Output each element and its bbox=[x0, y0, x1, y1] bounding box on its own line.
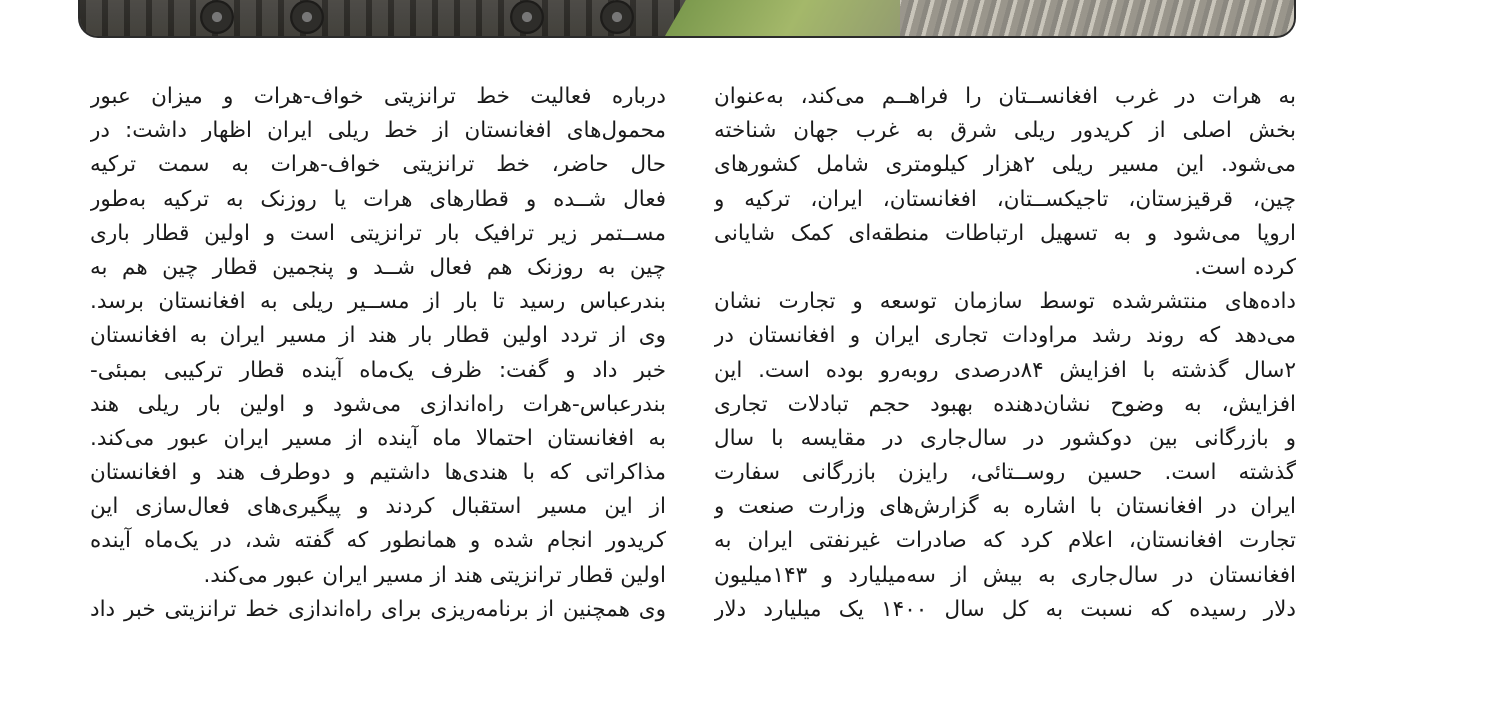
text-line: فعال شــده و قطارهای هرات یا روزنک به ترکیه به‌طور bbox=[90, 186, 666, 212]
middle-column-article bbox=[714, 80, 1296, 627]
text-line: وی از تردد اولین قطار بار هند از مسیر ایران به افغانستان bbox=[90, 323, 666, 349]
text-line: و بازرگانی بین دوکشور در سال‌جاری در مقایسه با سال bbox=[714, 425, 1296, 451]
text-line: می‌دهد که روند رشد مراودات تجاری ایران و افغانستان در bbox=[714, 323, 1296, 349]
train-wheel-icon bbox=[200, 0, 234, 34]
text-line: کریدور انجام شده و همانطور که گفته شد، در یک‌ماه آینده bbox=[90, 528, 666, 554]
text-line: تجارت افغانستان، اعلام کرد که صادرات غیرنفتی ایران به bbox=[714, 528, 1296, 554]
text-line: وی همچنین از برنامه‌ریزی برای راه‌اندازی خط ترانزیتی خبر داد bbox=[90, 596, 666, 622]
text-line: اولین قطار ترانزیتی هند از مسیر ایران عبور می‌کند. bbox=[203, 562, 666, 588]
text-line: گذشته است. حسین روســتائی، رایزن بازرگانی سفارت bbox=[714, 460, 1296, 486]
text-line: داده‌های منتشرشده توسط سازمان توسعه و تجارت نشان bbox=[714, 289, 1296, 315]
text-line: دلار رسیده که نسبت به کل سال ۱۴۰۰ یک میلیارد دلار bbox=[714, 596, 1296, 622]
left-column-article bbox=[90, 80, 666, 627]
header-photo-train-tracks bbox=[78, 0, 1296, 38]
text-line: ایران در افغانستان با اشاره به گزارش‌های وزارت صنعت و bbox=[714, 494, 1296, 520]
text-line: خبر داد و گفت: ظرف یک‌ماه آینده قطار ترکیبی بمبئی- bbox=[90, 357, 666, 383]
text-line: کرده است. bbox=[1194, 254, 1296, 280]
rail-tracks-image bbox=[900, 0, 1296, 36]
text-line: بخش اصلی از کریدور ریلی شرق به غرب جهان شناخته bbox=[714, 118, 1296, 144]
text-line: چین، قرقیزستان، تاجیکســتان، افغانستان، ایران، ترکیه و bbox=[714, 186, 1296, 212]
text-line: حال حاضر، خط ترانزیتی خواف-هرات به سمت ترکیه bbox=[90, 152, 666, 178]
text-line: بندرعباس رسید تا بار از مســیر ریلی به افغانستان برسد. bbox=[90, 289, 666, 315]
text-line: مذاکراتی که با هندی‌ها داشتیم و دوطرف هند و افغانستان bbox=[90, 460, 666, 486]
text-line: به هرات در غرب افغانســتان را فراهــم می‌کند، به‌عنوان bbox=[714, 84, 1296, 109]
text-line: اروپا می‌شود و به تسهیل ارتباطات منطقه‌ای کمک شایانی bbox=[714, 220, 1296, 246]
train-wheel-icon bbox=[510, 0, 544, 34]
text-line: از این مسیر استقبال کردند و پیگیری‌های فعال‌سازی این bbox=[90, 494, 666, 520]
text-line: ۲سال گذشته با افزایش ۸۴درصدی روبه‌رو بوده است. این bbox=[714, 357, 1296, 383]
train-car-image bbox=[80, 0, 690, 36]
text-line: افغانستان در سال‌جاری به بیش از سه‌میلیارد و ۱۴۳میلیون bbox=[714, 562, 1296, 588]
train-wheel-icon bbox=[600, 0, 634, 34]
text-line: به افغانستان احتمالا ماه آینده از مسیر ایران عبور می‌کند. bbox=[90, 425, 666, 451]
text-line: بندرعباس-هرات راه‌اندازی می‌شود و اولین بار ریلی هند bbox=[90, 391, 666, 417]
text-line: می‌شود. این مسیر ریلی ۲هزار کیلومتری شامل کشورهای bbox=[714, 152, 1296, 178]
text-line: چین به روزنک هم فعال شــد و پنجمین قطار چین هم به bbox=[90, 254, 666, 280]
train-wheel-icon bbox=[290, 0, 324, 34]
text-line: محمول‌های افغانستان از خط ریلی ایران اظهار داشت: در bbox=[90, 118, 666, 144]
text-line: افزایش، به وضوح نشان‌دهنده بهبود حجم تبادلات تجاری bbox=[714, 391, 1296, 417]
text-line: درباره فعالیت خط ترانزیتی خواف-هرات و میزان عبور bbox=[90, 84, 666, 109]
text-line: مســتمر زیر ترافیک بار ترانزیتی است و اولین قطار باری bbox=[90, 220, 666, 246]
